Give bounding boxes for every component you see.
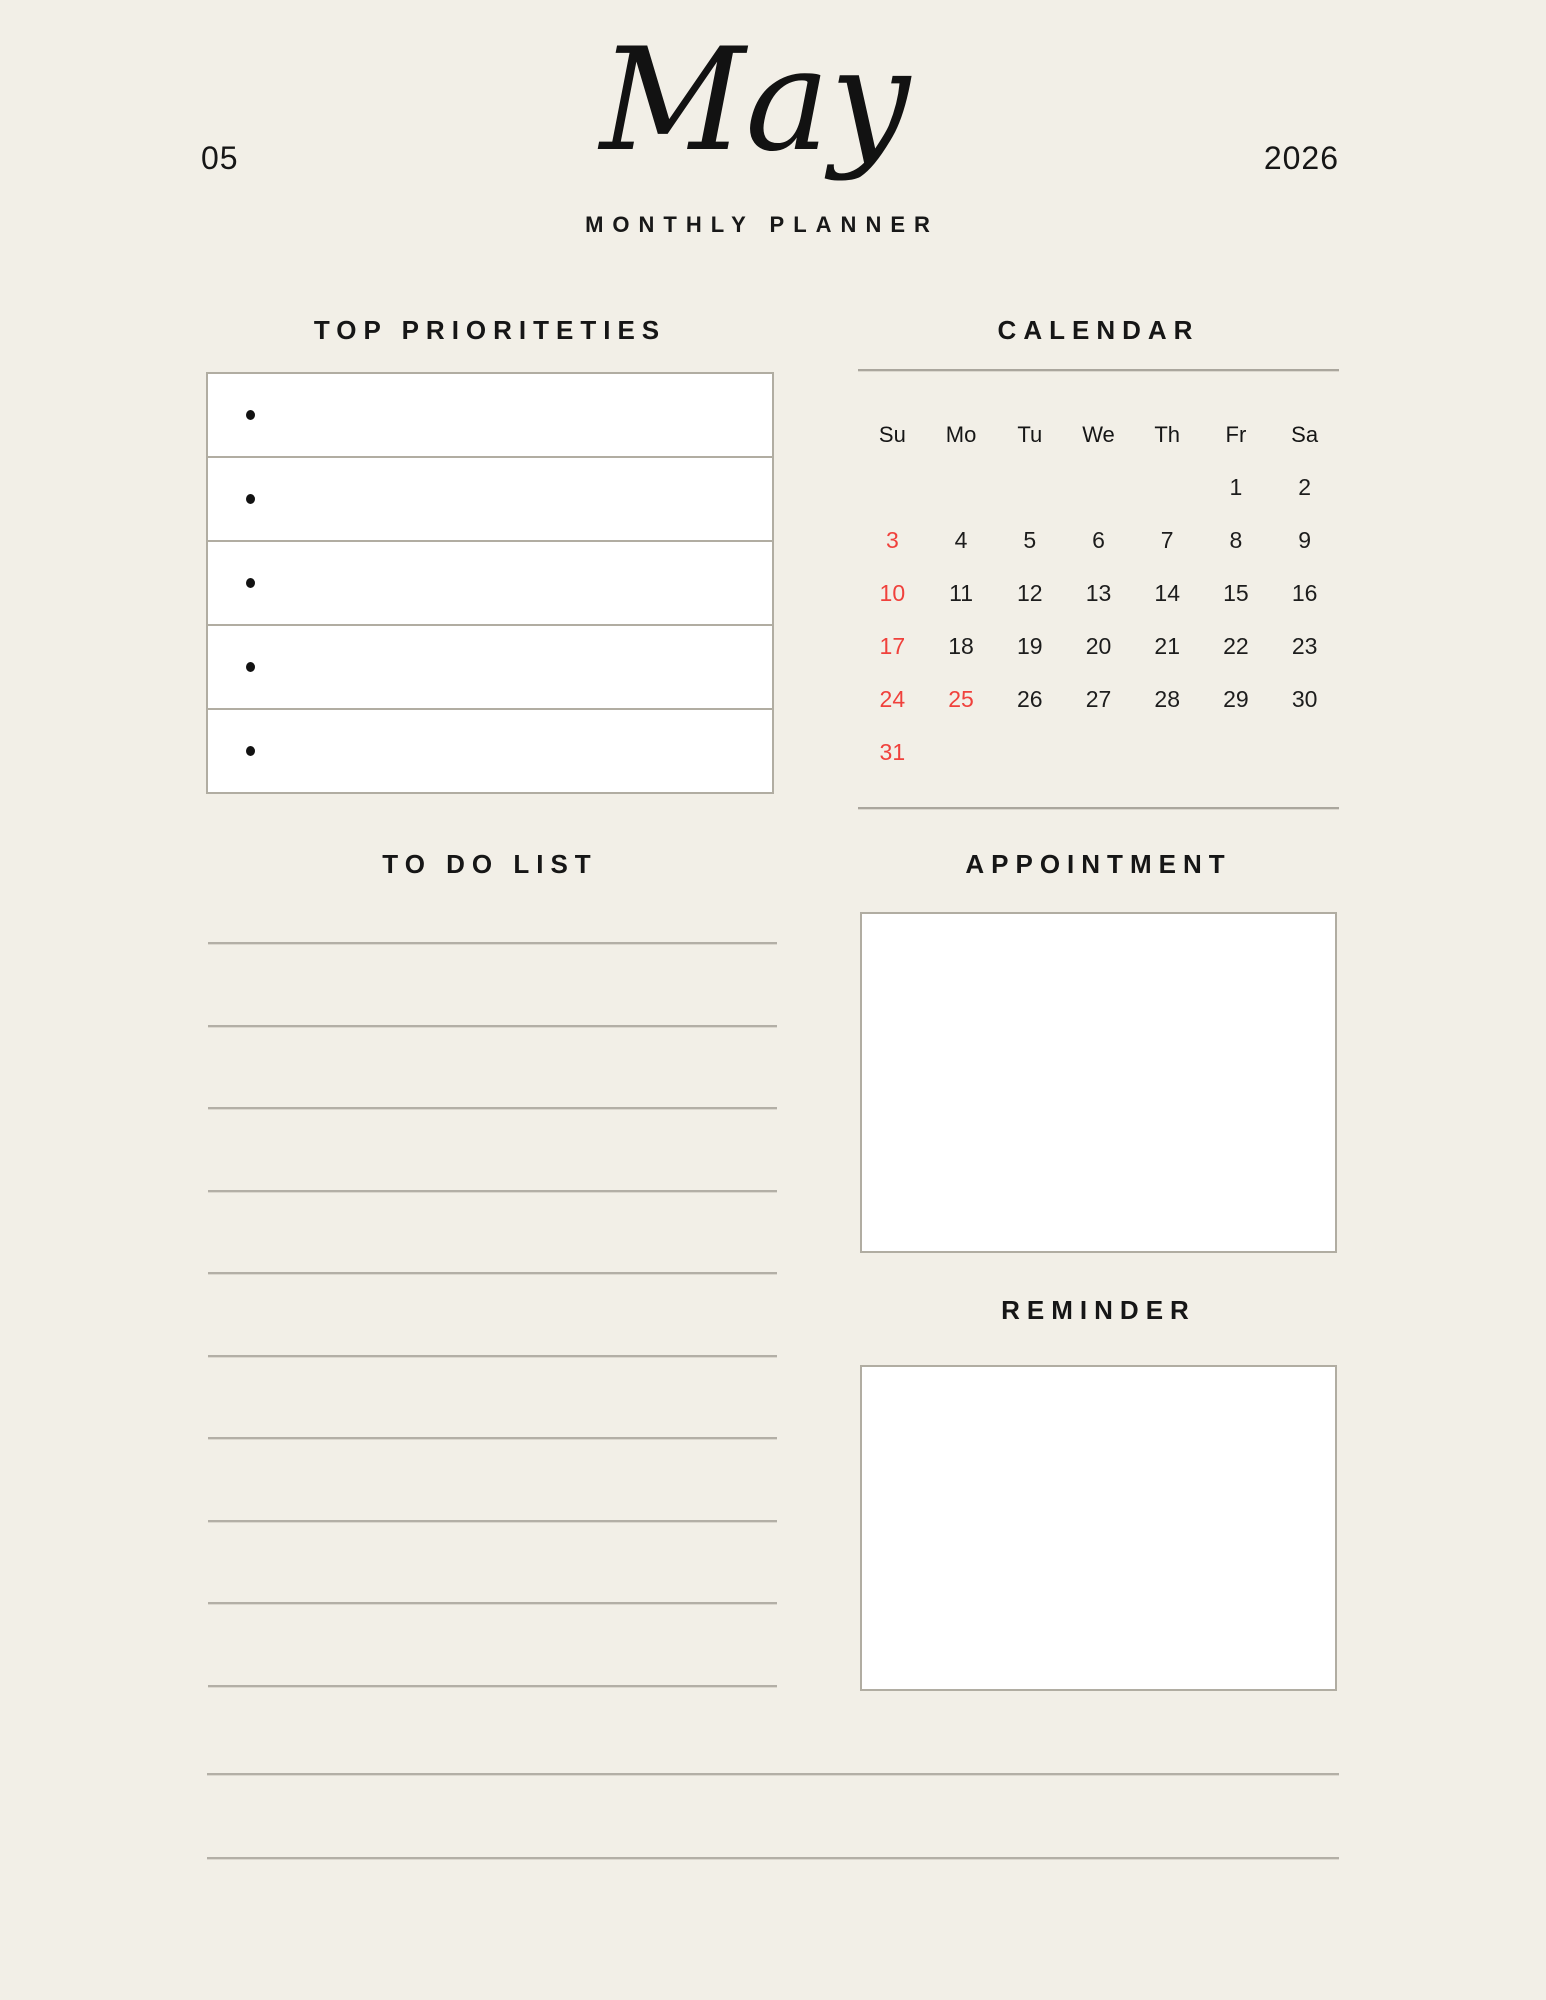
priority-input-row[interactable] bbox=[208, 540, 772, 624]
calendar-date: 9 bbox=[1298, 527, 1312, 553]
calendar-date: 7 bbox=[1160, 527, 1174, 553]
calendar-bottom-rule bbox=[858, 807, 1339, 809]
todo-line[interactable] bbox=[208, 1025, 777, 1027]
calendar-date: 8 bbox=[1229, 527, 1243, 553]
planner-subtitle: MONTHLY PLANNER bbox=[585, 212, 939, 237]
bullet-icon bbox=[246, 410, 255, 420]
calendar-empty-cell bbox=[927, 726, 996, 779]
calendar-date: 14 bbox=[1154, 580, 1180, 606]
calendar-empty-cell bbox=[995, 726, 1064, 779]
todo-line[interactable] bbox=[208, 1272, 777, 1274]
calendar-date: 2 bbox=[1298, 474, 1312, 500]
calendar-date: 28 bbox=[1154, 686, 1180, 712]
calendar-date: 1 bbox=[1229, 474, 1243, 500]
calendar-empty-cell bbox=[1133, 726, 1202, 779]
appointment-box[interactable] bbox=[860, 912, 1337, 1253]
bullet-icon bbox=[246, 746, 255, 756]
todo-line[interactable] bbox=[208, 1355, 777, 1357]
todo-line[interactable] bbox=[208, 1190, 777, 1192]
month-number: 05 bbox=[201, 140, 239, 176]
calendar-date: 18 bbox=[948, 633, 974, 659]
priority-input-row[interactable] bbox=[208, 624, 772, 708]
calendar-date: 24 bbox=[879, 686, 906, 712]
todo-line[interactable] bbox=[208, 1520, 777, 1522]
calendar-date: 21 bbox=[1154, 633, 1180, 659]
calendar-date: 4 bbox=[954, 527, 968, 553]
todo-line[interactable] bbox=[208, 1602, 777, 1604]
calendar-date: 31 bbox=[879, 739, 906, 765]
calendar-date: 27 bbox=[1085, 686, 1112, 712]
calendar-date: 19 bbox=[1016, 633, 1043, 659]
bullet-icon bbox=[246, 494, 255, 504]
calendar-date: 13 bbox=[1085, 580, 1112, 606]
calendar-date: 11 bbox=[949, 580, 973, 606]
todo-line[interactable] bbox=[208, 1107, 777, 1109]
calendar-day-header: We bbox=[1082, 421, 1115, 447]
calendar-empty-cell bbox=[1270, 726, 1339, 779]
calendar-date: 16 bbox=[1291, 580, 1318, 606]
todo-line[interactable] bbox=[208, 942, 777, 944]
calendar-date: 26 bbox=[1016, 686, 1043, 712]
calendar-day-header: Su bbox=[878, 421, 906, 447]
calendar-day-header: Th bbox=[1154, 421, 1181, 447]
calendar-date: 5 bbox=[1023, 527, 1037, 553]
year-label: 2026 bbox=[1263, 140, 1339, 176]
calendar-day-header: Mo bbox=[945, 421, 977, 447]
calendar-date: 30 bbox=[1291, 686, 1318, 712]
calendar-empty-cell bbox=[995, 461, 1064, 514]
notes-line[interactable] bbox=[207, 1857, 1339, 1859]
calendar-date: 23 bbox=[1291, 633, 1318, 659]
calendar-date: 29 bbox=[1223, 686, 1249, 712]
priority-input-row[interactable] bbox=[208, 374, 772, 456]
calendar-day-header: Fr bbox=[1225, 421, 1247, 447]
calendar-empty-cell bbox=[1064, 461, 1133, 514]
calendar-empty-cell bbox=[927, 461, 996, 514]
calendar-grid bbox=[858, 408, 1339, 779]
priorities-title: TOP PRIORITETIES bbox=[313, 315, 667, 345]
calendar-top-rule bbox=[858, 369, 1339, 371]
reminder-box[interactable] bbox=[860, 1365, 1337, 1691]
calendar-empty-cell bbox=[1202, 726, 1271, 779]
todo-line[interactable] bbox=[208, 1437, 777, 1439]
calendar-title: CALENDAR bbox=[997, 315, 1200, 345]
calendar-date: 22 bbox=[1223, 633, 1249, 659]
calendar-date: 25 bbox=[948, 686, 974, 712]
calendar-date: 3 bbox=[885, 527, 899, 553]
calendar-empty-cell bbox=[1064, 726, 1133, 779]
appointment-title: APPOINTMENT bbox=[965, 849, 1232, 879]
calendar-date: 17 bbox=[879, 633, 906, 659]
calendar-day-header: Tu bbox=[1017, 421, 1043, 447]
month-name-script: May bbox=[599, 18, 911, 183]
calendar-date: 12 bbox=[1016, 580, 1043, 606]
calendar-day-header: Sa bbox=[1291, 421, 1319, 447]
reminder-title: REMINDER bbox=[1001, 1295, 1196, 1325]
bullet-icon bbox=[246, 662, 255, 672]
calendar-date: 10 bbox=[879, 580, 906, 606]
calendar-date: 20 bbox=[1085, 633, 1112, 659]
bullet-icon bbox=[246, 578, 255, 588]
calendar-empty-cell bbox=[1133, 461, 1202, 514]
calendar-date: 6 bbox=[1092, 527, 1105, 553]
priorities-list bbox=[206, 372, 774, 794]
notes-line[interactable] bbox=[207, 1773, 1339, 1775]
priority-input-row[interactable] bbox=[208, 708, 772, 792]
todo-title: TO DO LIST bbox=[382, 849, 598, 879]
todo-line[interactable] bbox=[208, 1685, 777, 1687]
calendar-date: 15 bbox=[1223, 580, 1249, 606]
priority-input-row[interactable] bbox=[208, 456, 772, 540]
calendar-empty-cell bbox=[858, 461, 927, 514]
